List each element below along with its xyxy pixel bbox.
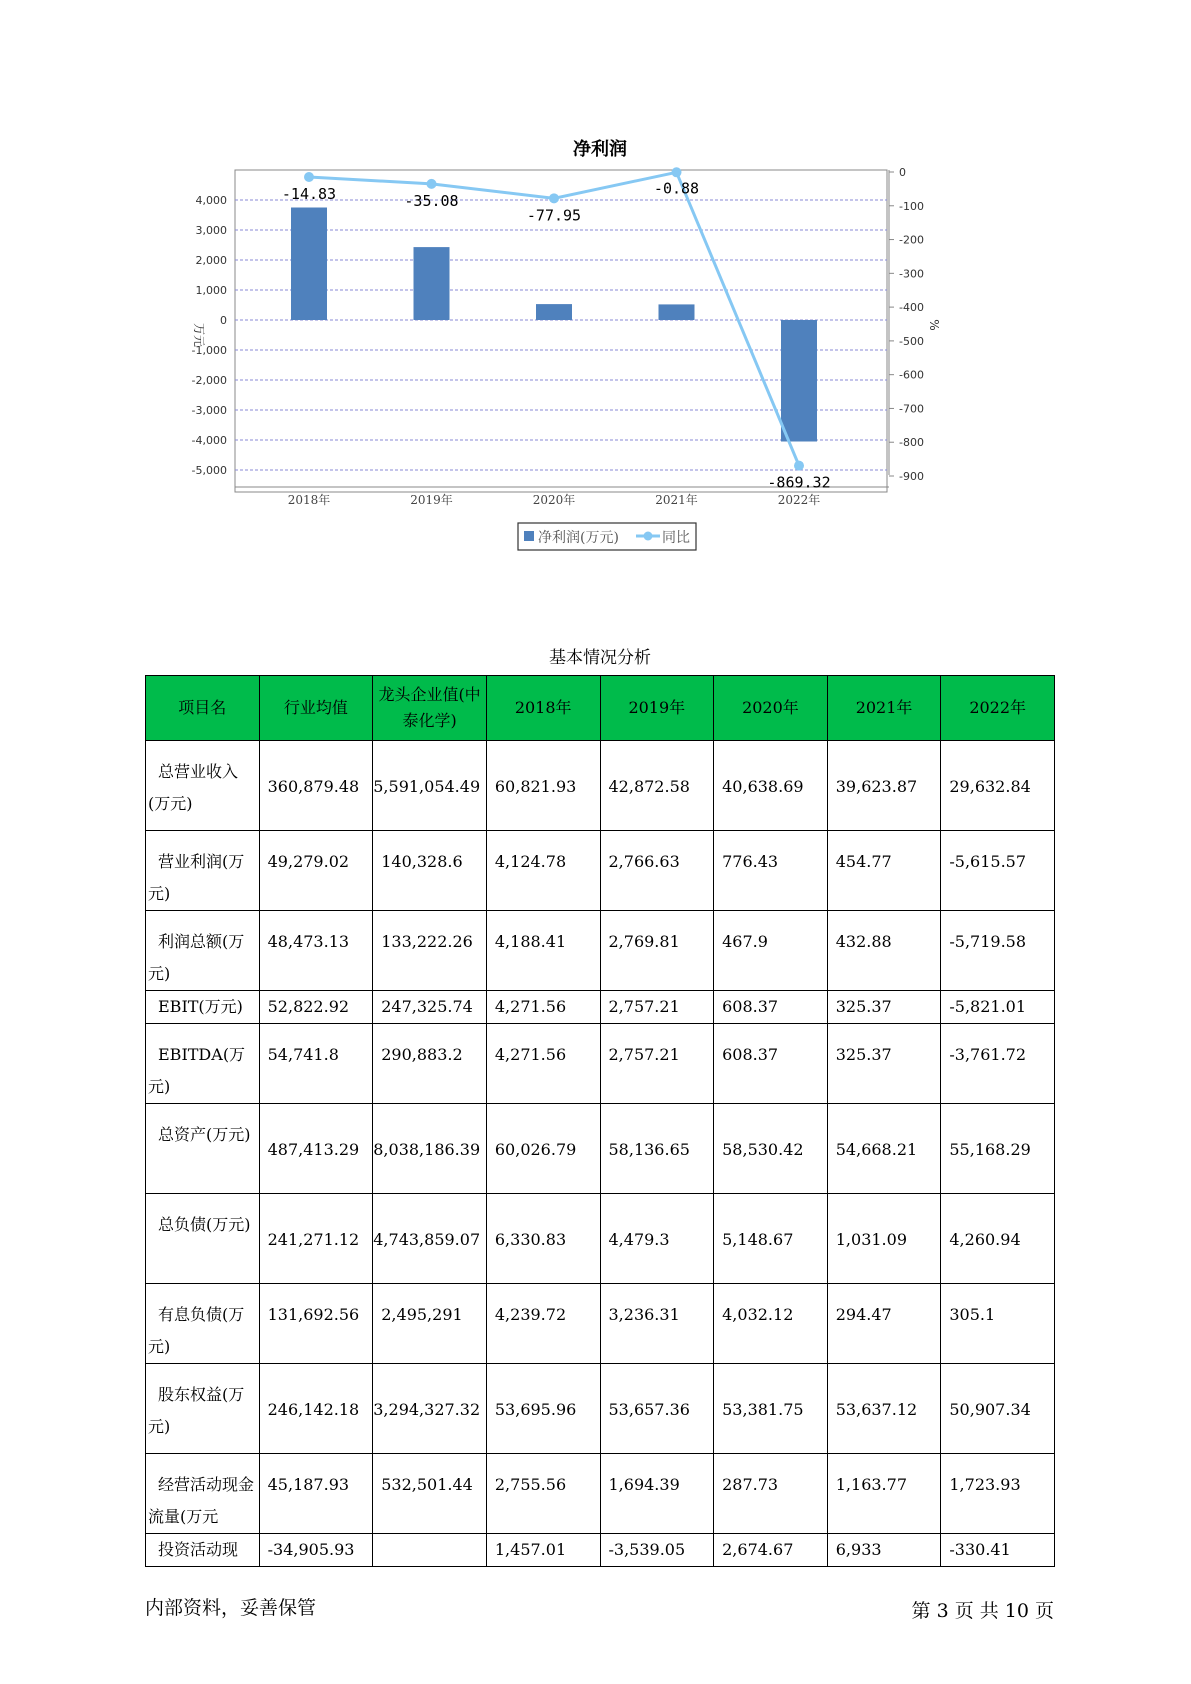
x-tick-label: 2018年 [287,493,331,507]
row-label-cell: EBITDA(万元) [146,1024,260,1104]
table-row [146,741,1055,831]
value-cell: 4,260.94 [941,1194,1055,1284]
value-cell: 5,591,054.49 [373,741,487,831]
value-cell: 1,723.93 [941,1454,1055,1534]
yoy-point [549,193,559,203]
value-cell: 1,163.77 [827,1454,941,1534]
table-row [146,1454,1055,1534]
value-cell: 50,907.34 [941,1364,1055,1454]
value-cell: 294.47 [827,1284,941,1364]
y-tick-label: 4,000 [195,194,227,207]
value-cell: 608.37 [714,1024,828,1104]
value-cell: 4,032.12 [714,1284,828,1364]
value-cell: -34,905.93 [259,1534,373,1567]
value-cell: -3,761.72 [941,1024,1055,1104]
value-cell: 60,821.93 [486,741,600,831]
y2-tick-label: -600 [899,368,924,382]
header-cell: 2021年 [827,676,941,741]
data-label: -869.32 [767,473,831,492]
value-cell: 4,124.78 [486,831,600,911]
data-label: -14.83 [281,185,337,204]
value-cell: 2,757.21 [600,991,714,1024]
net-profit-chart [150,130,1050,600]
table-row [146,1284,1055,1364]
data-label: -0.88 [653,179,700,198]
value-cell: 60,026.79 [486,1104,600,1194]
value-cell: 325.37 [827,991,941,1024]
page-number: 第 3 页 共 10 页 [911,1600,1054,1622]
value-cell: 58,530.42 [714,1104,828,1194]
value-cell: 52,822.92 [259,991,373,1024]
value-cell: 454.77 [827,831,941,911]
value-cell: 4,479.3 [600,1194,714,1284]
y2-tick-label: -400 [899,301,924,315]
yoy-point [304,172,314,182]
header-cell: 行业均值 [259,676,373,741]
y-tick-label: 0 [220,314,227,327]
table-row [146,1104,1055,1194]
x-tick-label: 2020年 [532,493,576,507]
value-cell: 1,031.09 [827,1194,941,1284]
value-cell: 140,328.6 [373,831,487,911]
value-cell: 4,271.56 [486,991,600,1024]
value-cell: 360,879.48 [259,741,373,831]
y2-tick-label: -100 [899,199,924,213]
y-tick-label: 1,000 [195,284,227,297]
y-tick-label: -5,000 [191,464,227,477]
header-cell: 2018年 [486,676,600,741]
row-label-cell: 经营活动现金流量(万元 [146,1454,260,1534]
value-cell: -5,821.01 [941,991,1055,1024]
table-row [146,1534,1055,1567]
legend-line-label: 同比 [662,530,690,546]
value-cell: 54,741.8 [259,1024,373,1104]
y2-tick-label: -200 [899,233,924,247]
y2-tick-label: -700 [899,402,924,416]
y-tick-label: -2,000 [191,374,227,387]
row-label-cell: 营业利润(万元) [146,831,260,911]
value-cell: 532,501.44 [373,1454,487,1534]
legend-bar-label: 净利润(万元) [538,530,619,546]
chart-canvas [150,130,1050,600]
value-cell: 49,279.02 [259,831,373,911]
y-tick-label: -4,000 [191,434,227,447]
row-label-cell: 有息负债(万元) [146,1284,260,1364]
row-label-cell: 总负债(万元) [146,1194,260,1284]
value-cell: 290,883.2 [373,1024,487,1104]
value-cell: 2,769.81 [600,911,714,991]
value-cell: 6,330.83 [486,1194,600,1284]
value-cell: 2,757.21 [600,1024,714,1104]
y2-tick-label: -500 [899,334,924,348]
row-label-cell: 股东权益(万元) [146,1364,260,1454]
value-cell: 3,294,327.32 [373,1364,487,1454]
bar-net-profit [659,304,695,320]
value-cell: 1,694.39 [600,1454,714,1534]
y2-tick-label: -800 [899,436,924,450]
table-body [146,741,1055,1567]
value-cell: 54,668.21 [827,1104,941,1194]
value-cell: 247,325.74 [373,991,487,1024]
table-header-row [146,676,1055,741]
confidential-note: 内部资料，妥善保管 [145,1597,317,1619]
value-cell: 58,136.65 [600,1104,714,1194]
value-cell: 53,637.12 [827,1364,941,1454]
header-cell: 项目名 [146,676,260,741]
value-cell: 131,692.56 [259,1284,373,1364]
bar-net-profit [291,208,327,321]
row-label-cell: EBIT(万元) [146,991,260,1024]
yoy-point [427,179,437,189]
y2-tick-label: -300 [899,267,924,281]
x-tick-label: 2022年 [777,493,821,507]
value-cell: 608.37 [714,991,828,1024]
value-cell: 133,222.26 [373,911,487,991]
value-cell: 246,142.18 [259,1364,373,1454]
y-tick-label: 3,000 [195,224,227,237]
table-row [146,831,1055,911]
y-tick-label: -3,000 [191,404,227,417]
table-row [146,1364,1055,1454]
y2-tick-label: 0 [899,166,906,179]
value-cell: 55,168.29 [941,1104,1055,1194]
data-label: -35.08 [404,191,459,210]
y2-tick-label: -900 [899,470,924,483]
row-label-cell: 总资产(万元) [146,1104,260,1194]
value-cell: 287.73 [714,1454,828,1534]
value-cell: 4,743,859.07 [373,1194,487,1284]
value-cell: -5,719.58 [941,911,1055,991]
y-axis-label: 万元 [192,322,206,348]
value-cell: 241,271.12 [259,1194,373,1284]
y2-axis-label: % [927,319,941,331]
header-cell: 2022年 [941,676,1055,741]
value-cell: 29,632.84 [941,741,1055,831]
row-label-cell: 利润总额(万元) [146,911,260,991]
table-row [146,991,1055,1024]
value-cell: 325.37 [827,1024,941,1104]
value-cell: 3,236.31 [600,1284,714,1364]
row-label-cell: 投资活动现 [146,1534,260,1567]
bar-net-profit [414,247,450,320]
y-tick-label: 2,000 [195,254,227,267]
value-cell: 4,188.41 [486,911,600,991]
value-cell: 45,187.93 [259,1454,373,1534]
table-row [146,911,1055,991]
bar-net-profit [781,320,817,442]
value-cell: 4,239.72 [486,1284,600,1364]
header-cell: 2019年 [600,676,714,741]
legend-bar-swatch [524,531,534,541]
value-cell: 305.1 [941,1284,1055,1364]
table-caption: 基本情况分析 [549,648,651,668]
y-tick-label: -1,000 [191,344,227,357]
value-cell: 39,623.87 [827,741,941,831]
plot-area [192,166,924,507]
value-cell: 48,473.13 [259,911,373,991]
value-cell: 5,148.67 [714,1194,828,1284]
value-cell: 8,038,186.39 [373,1104,487,1194]
x-tick-label: 2021年 [655,493,698,507]
value-cell: 6,933 [827,1534,941,1567]
chart-legend [518,523,696,550]
value-cell: 53,381.75 [714,1364,828,1454]
analysis-table [145,675,1055,1567]
value-cell: 467.9 [714,911,828,991]
value-cell: 776.43 [714,831,828,911]
bar-net-profit [536,304,572,320]
table-row [146,1194,1055,1284]
value-cell: 53,695.96 [486,1364,600,1454]
yoy-point [672,167,682,177]
value-cell: 4,271.56 [486,1024,600,1104]
value-cell: 2,766.63 [600,831,714,911]
value-cell [373,1534,487,1567]
legend-line-marker [644,532,653,541]
value-cell: 2,755.56 [486,1454,600,1534]
row-label-cell: 总营业收入(万元) [146,741,260,831]
value-cell: 42,872.58 [600,741,714,831]
value-cell: 432.88 [827,911,941,991]
value-cell: -3,539.05 [600,1534,714,1567]
value-cell: 2,495,291 [373,1284,487,1364]
header-cell: 龙头企业值(中泰化学) [373,676,487,741]
x-tick-label: 2019年 [410,493,453,507]
table-row [146,1024,1055,1104]
value-cell: 487,413.29 [259,1104,373,1194]
value-cell: 2,674.67 [714,1534,828,1567]
value-cell: 40,638.69 [714,741,828,831]
yoy-point [794,461,804,471]
value-cell: 53,657.36 [600,1364,714,1454]
value-cell: 1,457.01 [486,1534,600,1567]
chart-title: 净利润 [573,139,627,160]
value-cell: -330.41 [941,1534,1055,1567]
header-cell: 2020年 [714,676,828,741]
data-label: -77.95 [526,206,582,225]
value-cell: -5,615.57 [941,831,1055,911]
